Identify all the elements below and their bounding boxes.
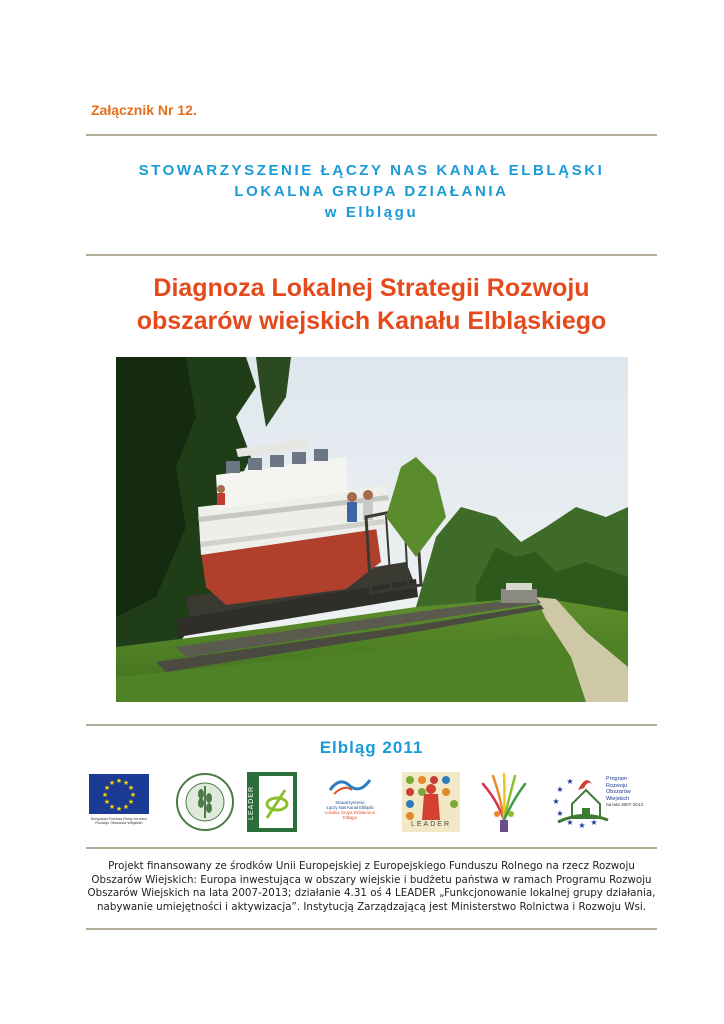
svg-text:★: ★ [108, 803, 116, 811]
organization-name [86, 160, 657, 223]
organization-line-2: LOKALNA GRUPA DZIAŁANIA [234, 183, 509, 200]
svg-text:★: ★ [103, 784, 111, 792]
sponsor-logos [0, 770, 724, 836]
svg-text:★: ★ [566, 818, 574, 827]
svg-text:★: ★ [556, 785, 564, 794]
association-caption-2: Łączy Nas Kanał Elbląski [326, 805, 374, 810]
prow-logo [548, 770, 658, 834]
prow-house-stars-icon [548, 770, 614, 834]
svg-text:★: ★ [101, 791, 109, 799]
association-caption-1: Stowarzyszenie [335, 800, 365, 805]
svg-text:★: ★ [127, 798, 135, 806]
place-and-year: Elbląg 2011 [319, 738, 424, 757]
svg-text:★: ★ [590, 818, 598, 827]
svg-text:★: ★ [115, 777, 123, 785]
title-line-1: Diagnoza Lokalnej Strategii Rozwoju [153, 274, 590, 302]
svg-text:★: ★ [122, 779, 130, 787]
ministry-seal-logo [175, 770, 235, 834]
tree-figure-logo [477, 770, 531, 834]
svg-text:★: ★ [122, 803, 130, 811]
document-title [86, 272, 657, 338]
association-caption-3: Lokalna Grupa Działania w Elblągu [324, 810, 376, 820]
prow-caption-1: Program [606, 776, 628, 782]
leader-logo [247, 770, 297, 834]
annex-label: Załącznik Nr 12. [91, 102, 197, 118]
leader-tiles-text: LEADER [410, 821, 451, 828]
divider-footer-bottom [86, 928, 657, 930]
divider-photo-bottom [86, 724, 657, 726]
leader-tiles-logo [402, 770, 460, 834]
wave-icon [320, 770, 380, 800]
ship-on-slipway-illustration [116, 357, 628, 702]
association-logo [320, 770, 380, 834]
prow-caption-5: na lata 2007-2013 [606, 802, 644, 808]
divider-logos-bottom [86, 847, 657, 849]
association-caption [320, 800, 380, 820]
prow-caption-3: Obszarów [606, 789, 631, 796]
divider-top [86, 134, 657, 136]
wheat-seal-icon [175, 770, 235, 834]
organization-line-3: w Elblągu [324, 204, 419, 221]
svg-text:★: ★ [127, 784, 135, 792]
organization-line-1: STOWARZYSZENIE ŁĄCZY NAS KANAŁ ELBLĄSKI [138, 162, 605, 179]
svg-text:★: ★ [578, 821, 586, 830]
prow-caption-2: Rozwoju [606, 782, 628, 789]
divider-mid [86, 254, 657, 256]
eu-flag-caption: Europejski Fundusz Rolny na rzecz Rozwoju Obszarów Wiejskich [90, 817, 148, 825]
prow-caption-4: Wiejskich [606, 795, 630, 802]
svg-text:★: ★ [115, 805, 123, 813]
cover-photo [116, 357, 628, 702]
funding-note: Projekt finansowany ze środków Unii Europejskiej z Europejskiego Funduszu Rolnego na rzecz Rozwoju Obszarów Wiejskich: Europa inwestująca w obszary wiejskie i budżetu państwa w ramach Programu Rozwoju Obszarów Wiejskich na lata 2007-2013; działanie 4.31 oś 4 LEADER „Funkcjonowanie lokalnej grupy działania, nabywanie umiejętności i aktywizacja”. Instytucją Zarządzającą jest Ministerstwo Rolnictwa i Rozwoju Wsi. [87, 860, 656, 913]
svg-text:★: ★ [103, 798, 111, 806]
svg-text:★: ★ [129, 791, 137, 799]
tree-person-icon [477, 770, 531, 834]
eu-flag-logo [86, 770, 152, 834]
title-line-2: obszarów wiejskich Kanału Elbląskiego [136, 307, 607, 335]
svg-text:★: ★ [552, 797, 560, 806]
svg-text:★: ★ [108, 779, 116, 787]
svg-text:★: ★ [566, 777, 574, 786]
leader-vertical-text: LEADER [248, 786, 255, 821]
prow-caption [606, 776, 656, 809]
svg-text:★: ★ [556, 809, 564, 818]
